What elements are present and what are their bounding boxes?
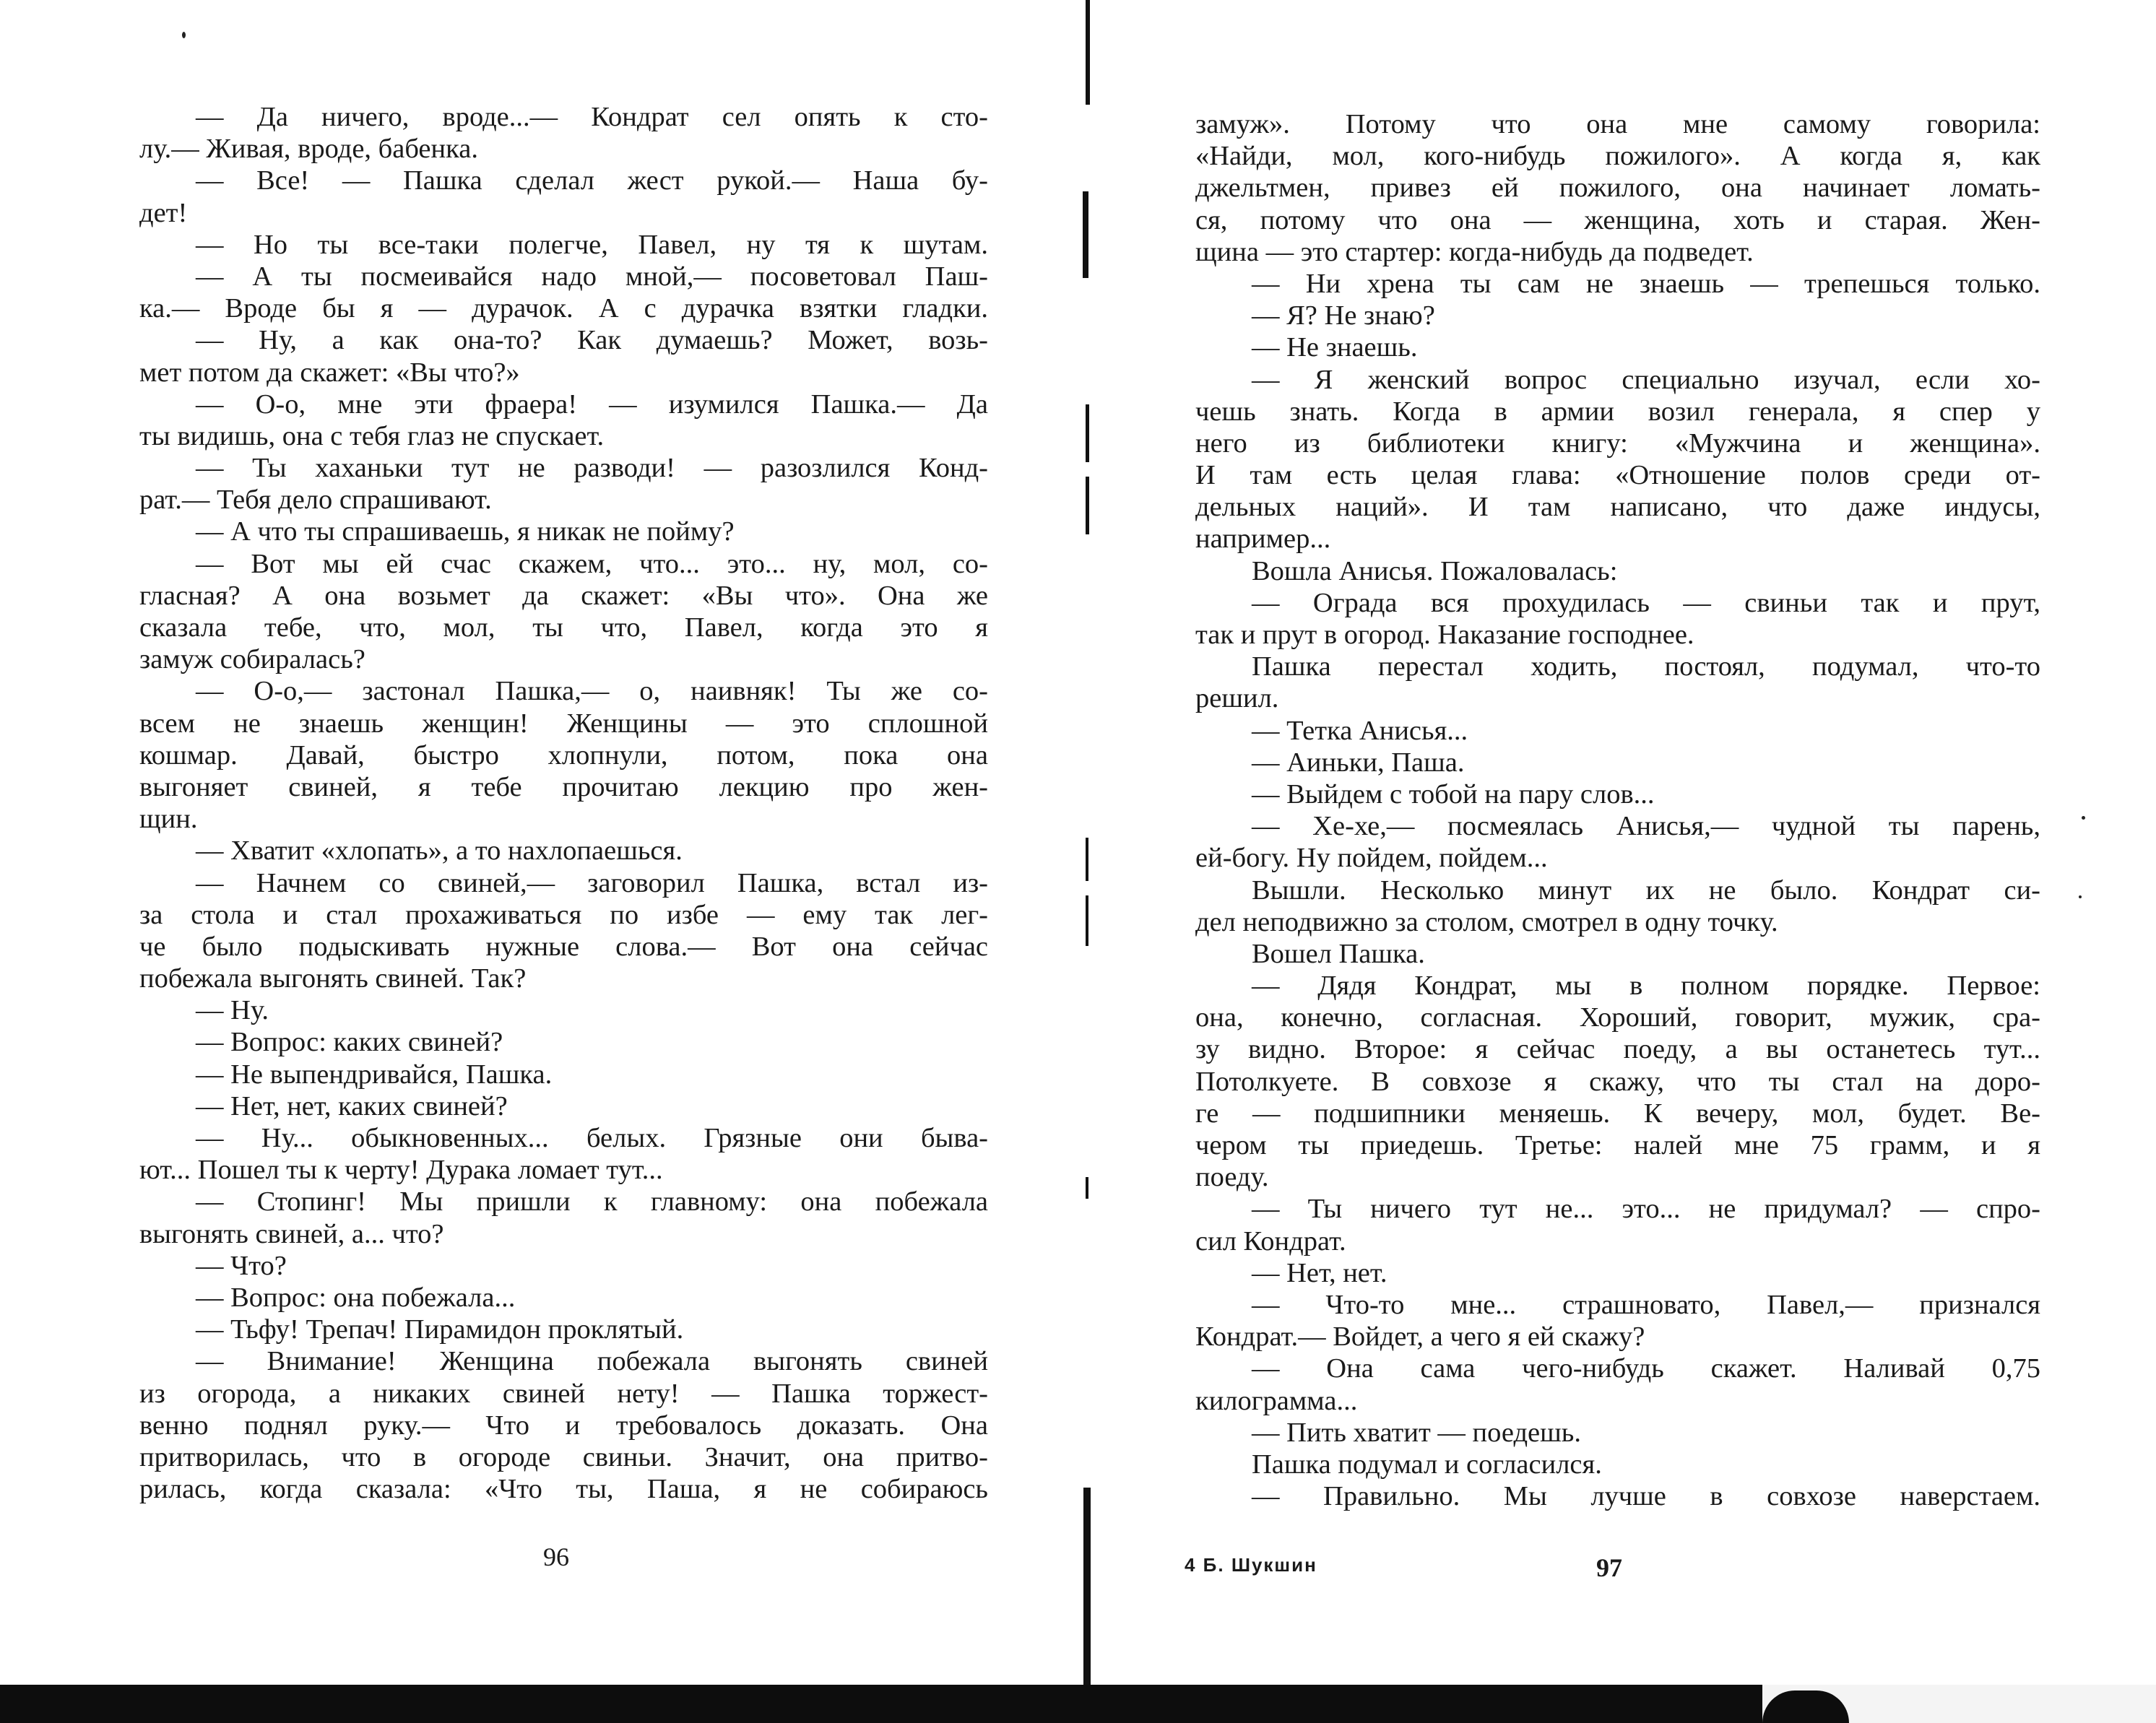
text-line: из огорода, а никаких свиней нету! — Пашка торжест- — [139, 1378, 988, 1409]
text-line: — Все! — Пашка сделал жест рукой.— Наша бу- — [196, 165, 988, 196]
text-line: — Выйдем с тобой на пару слов... — [1252, 778, 1655, 810]
text-line: щин. — [139, 804, 198, 835]
text-line: — Не выпендривайся, Пашка. — [196, 1059, 553, 1090]
text-line: гласная? А она возьмет да скажет: «Вы что». Она же — [139, 580, 988, 611]
text-line: него из библиотеки книгу: «Мужчина и женщина». — [1195, 428, 2040, 459]
text-line: — Ты хаханьки тут не разводи! — разозлился Конд- — [196, 453, 988, 484]
text-line: — Что? — [196, 1250, 287, 1281]
text-line: джельтмен, привез ей пожилого, она начинает ломать- — [1195, 173, 2040, 204]
scan-speck — [182, 32, 186, 38]
text-line: выгонять свиней, а... что? — [139, 1218, 444, 1249]
text-line: — Ограда вся прохудилась — свиньи так и прут, — [1252, 587, 2040, 618]
text-line: щина — это стартер: когда-нибудь да подведет. — [1195, 236, 1754, 267]
scan-speck — [2079, 895, 2082, 898]
text-line: — Нет, нет. — [1252, 1257, 1387, 1288]
left-page — [139, 101, 988, 1505]
text-line: всем не знаешь женщин! Женщины — это сплошной — [139, 708, 988, 739]
page-number-left: 96 — [543, 1542, 569, 1571]
scan-speck — [2082, 816, 2085, 820]
text-line: — Пить хватит — поедешь. — [1252, 1417, 1581, 1448]
text-line: — Ты ничего тут не... это... не придумал? — спро- — [1252, 1194, 2040, 1225]
text-line: Кондрат.— Войдет, а чего я ей скажу? — [1195, 1321, 1645, 1353]
text-line: ка.— Вроде бы я — дурачок. А с дурачка взятки гладки. — [139, 293, 988, 324]
text-line: — Не знаешь. — [1252, 332, 1418, 363]
text-line: — О-о, мне эти фраера! — изумился Пашка.— Да — [196, 389, 988, 420]
text-line: выгоняет свиней, я тебе прочитаю лекцию про жен- — [139, 771, 988, 802]
text-line: Вошла Анисья. Пожаловалась: — [1252, 555, 1618, 586]
text-line: Потолкуете. В совхозе я скажу, что ты стал на доро- — [1195, 1066, 2040, 1097]
text-line: например... — [1195, 524, 1331, 555]
text-line: сил Кондрат. — [1195, 1225, 1346, 1257]
text-line: — Ни хрена ты сам не знаешь — трепешься только. — [1252, 268, 2040, 299]
text-line: венно поднял руку.— Что и требовалось доказать. Она — [139, 1410, 988, 1441]
text-line: рат.— Тебя дело спрашивают. — [139, 485, 492, 516]
text-line: ге — подшипники меняешь. К вечеру, мол, будет. Ве- — [1195, 1098, 2040, 1129]
text-line: — Ну. — [196, 995, 269, 1026]
text-line: — Тьфу! Трепач! Пирамидон проклятый. — [196, 1314, 684, 1345]
text-line: — Внимание! Женщина побежала выгонять свиней — [196, 1346, 988, 1377]
text-line: поеду. — [1195, 1162, 1269, 1193]
text-line: килограмма... — [1195, 1385, 1358, 1416]
text-line: — Правильно. Мы лучше в совхозе наверстаем. — [1252, 1481, 2040, 1512]
text-line: ют... Пошел ты к черту! Дурака ломает тут... — [139, 1155, 663, 1186]
text-line: дет! — [139, 197, 188, 228]
text-line: — Вопрос: каких свиней? — [196, 1027, 503, 1058]
text-line: — Стопинг! Мы пришли к главному: она побежала — [196, 1186, 988, 1218]
text-line: зу видно. Второе: я сейчас поеду, а вы останетесь тут... — [1195, 1034, 2040, 1065]
text-line: Пашка перестал ходить, постоял, подумал, что-то — [1252, 651, 2040, 682]
text-line: — Она сама чего-нибудь скажет. Наливай 0,75 — [1252, 1353, 2040, 1384]
text-line: — Хватит «хлопать», а то нахлопаешься. — [196, 836, 683, 867]
page-number-right: 97 — [1596, 1553, 1622, 1582]
text-line: кошмар. Давай, быстро хлопнули, потом, пока она — [139, 739, 988, 771]
text-line: дельных наций». И там написано, что даже индусы, — [1195, 492, 2040, 523]
text-line: ты видишь, она с тебя глаз не спускает. — [139, 420, 605, 451]
printer-signature: 4 Б. Шукшин — [1185, 1554, 1317, 1576]
text-line: — Дядя Кондрат, мы в полном порядке. Первое: — [1252, 971, 2040, 1002]
text-line: — Ну... обыкновенных... белых. Грязные они быва- — [196, 1123, 988, 1153]
text-line: — Ну, а как она-то? Как думаешь? Может, возь- — [196, 325, 988, 356]
text-line: Пашка подумал и согласился. — [1252, 1449, 1602, 1480]
text-line: «Найди, мол, кого-нибудь пожилого». А когда я, как — [1195, 141, 2040, 172]
text-line: — Но ты все-таки полегче, Павел, ну тя к шутам. — [196, 229, 988, 260]
text-line: — Вопрос: она побежала... — [196, 1282, 516, 1313]
text-line: — Хе-хе,— посмеялась Анисья,— чудной ты парень, — [1252, 811, 2040, 842]
text-line: Вышли. Несколько минут их не было. Кондрат си- — [1252, 874, 2040, 906]
text-line: так и прут в огород. Наказание господнее. — [1195, 620, 1694, 650]
text-line: замуж». Потому что она мне самому говорила: — [1195, 109, 2040, 139]
book-spine — [1086, 0, 1091, 1723]
text-line: — Аиньки, Паша. — [1252, 747, 1465, 778]
text-line: лу.— Живая, вроде, бабенка. — [139, 134, 478, 165]
text-line: — Я женский вопрос специально изучал, если хо- — [1252, 364, 2040, 395]
text-line: мет потом да скажет: «Вы что?» — [139, 357, 520, 388]
text-line: ей-богу. Ну пойдем, пойдем... — [1195, 843, 1548, 874]
scan-bottom-edge — [0, 1685, 2156, 1723]
right-page — [1195, 108, 2040, 1512]
text-line: замуж собиралась? — [139, 644, 365, 675]
text-line: — Вот мы ей счас скажем, что... это... ну, мол, со- — [196, 548, 988, 579]
text-line: сказала тебе, что, мол, ты что, Павел, когда это я — [139, 612, 988, 643]
text-line: за стола и стал прохаживаться по избе — ему так лег- — [139, 899, 988, 930]
text-line: Вошел Пашка. — [1252, 938, 1425, 969]
text-line: — О-о,— застонал Пашка,— о, наивняк! Ты же со- — [196, 676, 988, 707]
text-line: чешь знать. Когда в армии возил генерала, я спер у — [1195, 396, 2040, 427]
text-line: решил. — [1195, 683, 1279, 714]
text-line: — Что-то мне... страшновато, Павел,— признался — [1252, 1289, 2040, 1320]
text-line: — Тетка Анисья... — [1252, 715, 1468, 746]
text-line: че было подыскивать нужные слова.— Вот она сейчас — [139, 931, 988, 962]
text-line: рилась, когда сказала: «Что ты, Паша, я не собираюсь — [139, 1474, 988, 1505]
text-line: побежала выгонять свиней. Так? — [139, 963, 527, 994]
text-line: чером ты приедешь. Третье: налей мне 75 грамм, и я — [1195, 1130, 2040, 1160]
text-line: — Я? Не знаю? — [1252, 300, 1435, 331]
text-line: она, конечно, согласная. Хороший, говорит, мужик, сра- — [1195, 1002, 2040, 1033]
text-line: — Начнем со свиней,— заговорил Пашка, встал из- — [196, 867, 988, 898]
text-line: — А ты посмеивайся надо мной,— посоветовал Паш- — [196, 261, 988, 292]
text-line: притворилась, что в огороде свиньи. Значит, она притво- — [139, 1441, 988, 1472]
text-line: — А что ты спрашиваешь, я никак не пойму? — [196, 516, 735, 547]
text-line: И там есть целая глава: «Отношение полов среди от- — [1195, 460, 2040, 491]
text-line: — Да ничего, вроде...— Кондрат сел опять к сто- — [196, 102, 988, 132]
text-line: ся, потому что она — женщина, хоть и старая. Жен- — [1195, 204, 2040, 235]
text-line: дел неподвижно за столом, смотрел в одну точку. — [1195, 906, 1778, 937]
text-line: — Нет, нет, каких свиней? — [196, 1090, 508, 1121]
